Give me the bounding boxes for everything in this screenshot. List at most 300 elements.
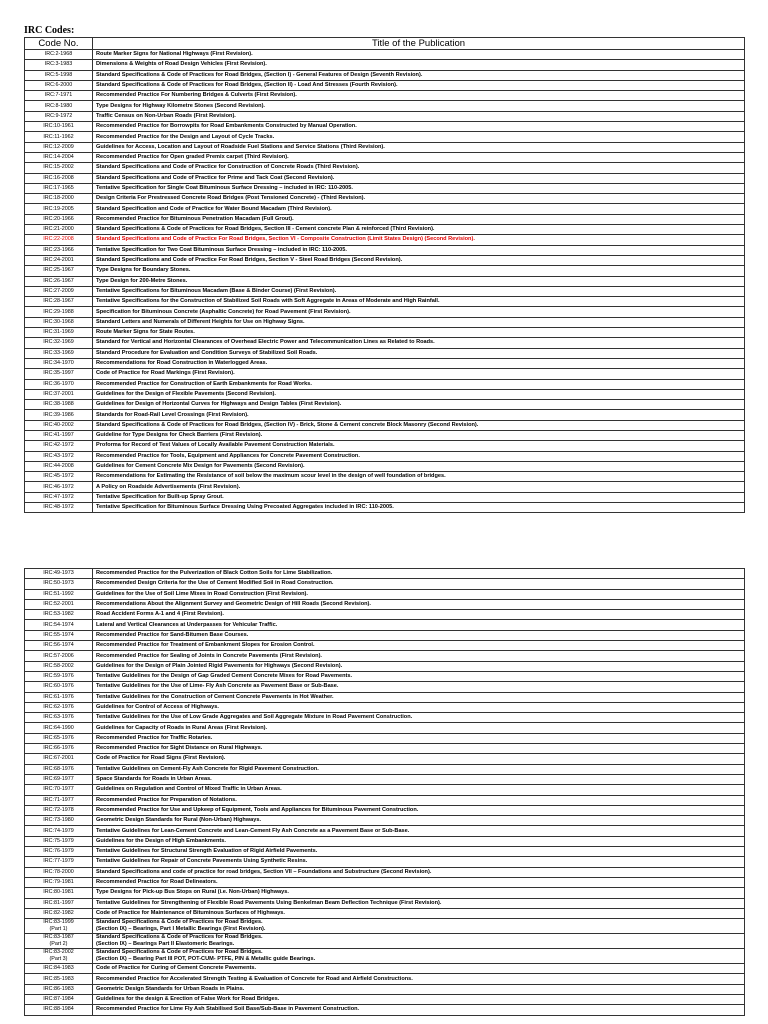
- code-text: IRC:3-1983: [44, 61, 73, 68]
- code-text: IRC:57-2006: [43, 652, 74, 659]
- title-text: Recommended Practice For Numbering Bridges & Culverts (First Revision).: [96, 92, 297, 99]
- title-cell: [93, 183, 745, 193]
- code-cell: [25, 964, 93, 974]
- title-text: Code of Practice for Maintenance of Bituminous Surfaces of Highways.: [96, 909, 285, 916]
- title-text: Guidelines for the Design of Flexible Pavements (Second Revision).: [96, 390, 276, 397]
- table-row: [25, 400, 745, 410]
- code-cell: [25, 994, 93, 1004]
- code-text: IRC:81-1997: [43, 899, 74, 906]
- code-text: IRC:16-2008: [43, 174, 74, 181]
- title-text: Recommended Practice for Road Delineators.: [96, 879, 218, 886]
- code-text: IRC:44-2008: [43, 463, 74, 470]
- code-text: IRC:19-2005: [43, 205, 74, 212]
- code-cell: [25, 630, 93, 640]
- code-text: IRC:80-1981: [43, 889, 74, 896]
- code-text: IRC:28-1967: [43, 298, 74, 305]
- table-row: [25, 599, 745, 609]
- title-cell: [93, 934, 745, 949]
- title-cell: [93, 994, 745, 1004]
- title-text: Guidelines for the Use of Soil Lime Mixes in Road Construction (First Revision).: [96, 590, 308, 597]
- code-text: IRC:12-2009: [43, 143, 74, 150]
- table-row: [25, 451, 745, 461]
- title-cell: [93, 225, 745, 235]
- title-cell: [93, 430, 745, 440]
- code-text: IRC:69-1977: [43, 776, 74, 783]
- title-cell: [93, 451, 745, 461]
- code-cell: [25, 867, 93, 877]
- code-cell: [25, 984, 93, 994]
- title-cell: [93, 816, 745, 826]
- title-cell: [93, 569, 745, 579]
- table-row: [25, 671, 745, 681]
- code-cell: [25, 348, 93, 358]
- code-text: IRC:6-2000: [44, 82, 73, 89]
- title-text: Dimensions & Weights of Road Design Vehicles (First Revision).: [96, 61, 267, 68]
- title-text: Geometric Design Standards for Rural (Non-Urban) Highways.: [96, 817, 262, 824]
- title-cell: [93, 713, 745, 723]
- title-cell: [93, 579, 745, 589]
- table-row: [25, 307, 745, 317]
- title-text: Tentative Guidelines for the Use of Lime- Fly Ash Concrete as Pavement Base or Sub-Base.: [96, 683, 339, 690]
- table-row: [25, 1005, 745, 1015]
- table-row: [25, 441, 745, 451]
- table-row: [25, 713, 745, 723]
- table-row: [25, 214, 745, 224]
- code-text: IRC:85-1983: [43, 975, 74, 982]
- table-row: [25, 482, 745, 492]
- code-cell: [25, 682, 93, 692]
- code-cell: [25, 183, 93, 193]
- title-cell: [93, 80, 745, 90]
- table-row: [25, 569, 745, 579]
- table-row: [25, 420, 745, 430]
- code-text: IRC:37-2001: [43, 390, 74, 397]
- column-header-title: Title of the Publication: [93, 38, 745, 50]
- title-text: Standard Specifications & Code of Practices for Road Bridges, (Section IV) - Brick, Stone & Cement concrete Block Masonry (Second Revision).: [96, 421, 479, 428]
- code-text: IRC:64-1990: [43, 724, 74, 731]
- code-text: IRC:56-1974: [43, 642, 74, 649]
- table-row: [25, 183, 745, 193]
- table-row: [25, 225, 745, 235]
- title-text: Tentative Specification for Built-up Spray Grout.: [96, 493, 224, 500]
- title-text: Recommended Practice for Use and Upkeep of Equipment, Tools and Appliances for Bituminous Pavement Construction.: [96, 806, 419, 813]
- table-row: [25, 651, 745, 661]
- code-cell: [25, 111, 93, 121]
- title-text: Recommended Practice for Construction of Earth Embankments for Road Works.: [96, 380, 312, 387]
- title-cell: [93, 482, 745, 492]
- title-text: Standard Letters and Numerals of Different Heights for Use on Highway Signs.: [96, 318, 305, 325]
- codes-table-1: [24, 37, 745, 513]
- table-row: [25, 338, 745, 348]
- table-row: [25, 430, 745, 440]
- table-row: [25, 795, 745, 805]
- code-text: IRC:7-1971: [44, 92, 73, 99]
- code-text: IRC:84-1983: [43, 965, 74, 972]
- code-cell: [25, 70, 93, 80]
- title-cell: [93, 949, 745, 964]
- code-cell: [25, 214, 93, 224]
- title-text: Standard Specifications & Code of Practices for Road Bridges, (Section I) - General Features of Design (Seventh Revision).: [96, 71, 423, 78]
- title-text: Standard Specifications and Code of Practice for Prime and Tack Coat (Second Revision).: [96, 174, 335, 181]
- code-text: IRC:60-1976: [43, 683, 74, 690]
- title-cell: [93, 122, 745, 132]
- code-text: IRC:46-1972: [43, 483, 74, 490]
- table-row: [25, 379, 745, 389]
- table-row: [25, 122, 745, 132]
- title-text: Standard Specifications & Code of Practices for Road Bridges, Section III - Cement concrete Plan & reinforced (Third Revision).: [96, 226, 435, 233]
- title-text: Specification for Bituminous Concrete (Asphaltic Concrete) for Road Pavement (First Revision).: [96, 308, 351, 315]
- table-row: [25, 949, 745, 964]
- title-cell: [93, 805, 745, 815]
- title-cell: [93, 661, 745, 671]
- code-cell: [25, 60, 93, 70]
- table-row: [25, 101, 745, 111]
- code-text: IRC:52-2001: [43, 601, 74, 608]
- table-row: [25, 877, 745, 887]
- code-text: IRC:61-1976: [43, 693, 74, 700]
- code-cell: [25, 795, 93, 805]
- title-text: Standard Procedure for Evaluation and Condition Surveys of Stabilized Soil Roads.: [96, 349, 318, 356]
- code-text: IRC:70-1977: [43, 786, 74, 793]
- code-text: IRC:38-1988: [43, 401, 74, 408]
- code-cell: [25, 908, 93, 918]
- title-cell: [93, 503, 745, 513]
- title-cell: [93, 754, 745, 764]
- code-cell: [25, 472, 93, 482]
- code-text: IRC:2-1968: [44, 51, 73, 58]
- code-text: IRC:63-1976: [43, 714, 74, 721]
- title-cell: [93, 877, 745, 887]
- code-cell: [25, 764, 93, 774]
- title-text: Guidelines for Design of Horizontal Curves for Highways and Design Tables (First Revision).: [96, 401, 342, 408]
- code-cell: [25, 919, 93, 934]
- code-text: IRC:11-1962: [43, 133, 74, 140]
- title-text: Proforma for Record of Test Values of Locally Available Pavement Construction Materials.: [96, 442, 335, 449]
- code-text: IRC:22-2008: [43, 236, 74, 243]
- code-text: IRC:51-1992: [43, 590, 74, 597]
- title-cell: [93, 70, 745, 80]
- title-text: Route Marker Signs for National Highways (First Revision).: [96, 51, 253, 58]
- code-cell: [25, 80, 93, 90]
- code-text: IRC:30-1968: [43, 318, 74, 325]
- title-text: A Policy on Roadside Advertisements (First Revision).: [96, 483, 241, 490]
- code-cell: [25, 857, 93, 867]
- table-row: [25, 204, 745, 214]
- title-text: Recommended Practice for Borrowpits for Road Embankments Constructed by Manual Operation.: [96, 123, 357, 130]
- code-cell: [25, 847, 93, 857]
- title-cell: [93, 964, 745, 974]
- table-row: [25, 733, 745, 743]
- table-row: [25, 50, 745, 60]
- code-text: IRC:55-1974: [43, 631, 74, 638]
- table-row: [25, 328, 745, 338]
- code-cell: [25, 503, 93, 513]
- code-text: IRC:41-1997: [43, 432, 74, 439]
- code-text: IRC:83-2002: [43, 949, 74, 956]
- title-text: Space Standards for Roads in Urban Areas.: [96, 776, 212, 783]
- title-cell: [93, 348, 745, 358]
- code-text: IRC:21-2000: [43, 226, 74, 233]
- code-cell: [25, 888, 93, 898]
- table-row: [25, 369, 745, 379]
- code-cell: [25, 235, 93, 245]
- title-text: Tentative Specifications for Bituminous Macadam (Base & Binder Course) (First Revision).: [96, 287, 337, 294]
- title-cell: [93, 142, 745, 152]
- title-text: Guidelines on Regulation and Control of Mixed Traffic in Urban Areas.: [96, 786, 282, 793]
- code-cell: [25, 774, 93, 784]
- code-text: IRC:48-1972: [43, 504, 74, 511]
- title-text: Tentative Guidelines on Cement-Fly Ash Concrete for Rigid Pavement Construction.: [96, 765, 319, 772]
- table-row: [25, 152, 745, 162]
- title-text: Standard Specifications and Code of Practice For Road Bridges, Section V - Steel Road Bridges (Second Revision).: [96, 257, 403, 264]
- code-cell: [25, 569, 93, 579]
- title-cell: [93, 472, 745, 482]
- code-cell: [25, 589, 93, 599]
- code-cell: [25, 338, 93, 348]
- title-text: Standard for Vertical and Horizontal Clearances of Overhead Electric Power and Telecommunication Lines as Related to Roads.: [96, 339, 435, 346]
- title-cell: [93, 163, 745, 173]
- title-text: Type Design for 200-Metre Stones.: [96, 277, 188, 284]
- title-text: Tentative Guidelines for the Construction of Cement Concrete Pavements in Hot Weather.: [96, 693, 334, 700]
- table-row: [25, 754, 745, 764]
- title-cell: [93, 744, 745, 754]
- code-cell: [25, 599, 93, 609]
- title-cell: [93, 266, 745, 276]
- title-text: Recommended Practice for Sight Distance on Rural Highways.: [96, 745, 263, 752]
- code-cell: [25, 152, 93, 162]
- code-cell: [25, 430, 93, 440]
- table-row: [25, 934, 745, 949]
- table-row: [25, 173, 745, 183]
- title-text: Guidelines for Cement Concrete Mix Design for Pavements (Second Revision).: [96, 463, 305, 470]
- code-cell: [25, 482, 93, 492]
- title-cell: [93, 492, 745, 502]
- code-text: IRC:65-1976: [43, 734, 74, 741]
- code-cell: [25, 974, 93, 984]
- code-cell: [25, 420, 93, 430]
- code-cell: [25, 266, 93, 276]
- code-cell: [25, 579, 93, 589]
- title-text: Traffic Census on Non-Urban Roads (First Revision).: [96, 112, 236, 119]
- table-row: [25, 111, 745, 121]
- table-row: [25, 984, 745, 994]
- table-row: [25, 142, 745, 152]
- title-cell: [93, 101, 745, 111]
- code-cell: [25, 328, 93, 338]
- code-cell: [25, 255, 93, 265]
- code-text: IRC:39-1986: [43, 411, 74, 418]
- code-cell: [25, 307, 93, 317]
- code-text: IRC:50-1973: [43, 580, 74, 587]
- title-cell: [93, 132, 745, 142]
- title-cell: [93, 847, 745, 857]
- code-cell: [25, 754, 93, 764]
- title-text: Tentative Specification for Single Coat Bituminous Surface Dressing – included in IRC: 110-2005.: [96, 185, 353, 191]
- table-row: [25, 702, 745, 712]
- code-text: IRC:58-2002: [43, 662, 74, 669]
- title-text: Tentative Specification for Bituminous Surface Dressing Using Precoated Aggregates included in IRC: 110-2005.: [96, 504, 394, 511]
- title-cell: [93, 358, 745, 368]
- code-text: IRC:49-1973: [43, 570, 74, 577]
- code-text: IRC:36-1970: [43, 380, 74, 387]
- title-cell: [93, 214, 745, 224]
- code-text: IRC:53-1982: [43, 611, 74, 618]
- code-text: IRC:29-1988: [43, 308, 74, 315]
- title-cell: [93, 204, 745, 214]
- title-cell: [93, 338, 745, 348]
- title-text: Type Designs for Highway Kilometre Stones (Second Revision).: [96, 102, 265, 109]
- title-cell: [93, 276, 745, 286]
- title-cell: [93, 1005, 745, 1015]
- code-cell: [25, 805, 93, 815]
- title-cell: [93, 867, 745, 877]
- table-row: [25, 805, 745, 815]
- title-cell: [93, 774, 745, 784]
- title-cell: [93, 369, 745, 379]
- code-text: IRC:10-1961: [43, 123, 74, 130]
- code-cell: [25, 671, 93, 681]
- title-text: Recommended Practice for Preparation of Notations.: [96, 796, 237, 803]
- code-text: IRC:77-1979: [43, 858, 74, 865]
- column-header-code: Code No.: [25, 38, 93, 50]
- title-text: Recommended Practice for Treatment of Embankment Slopes for Erosion Control.: [96, 642, 315, 649]
- code-cell: [25, 1005, 93, 1015]
- title-text: Guidelines for Capacity of Roads in Rural Areas (First Revision).: [96, 724, 268, 731]
- title-cell: [93, 111, 745, 121]
- code-text: IRC:88-1984: [43, 1006, 74, 1013]
- code-text: IRC:66-1976: [43, 745, 74, 752]
- code-text: IRC:62-1976: [43, 704, 74, 710]
- code-text: IRC:27-2009: [43, 287, 74, 294]
- code-text: IRC:72-1978: [43, 806, 74, 813]
- title-text: Guideline for Type Designs for Check Barriers (First Revision).: [96, 432, 263, 439]
- code-cell: [25, 733, 93, 743]
- code-text: IRC:68-1976: [43, 765, 74, 772]
- title-cell: [93, 630, 745, 640]
- table-row: [25, 80, 745, 90]
- table-row: [25, 641, 745, 651]
- title-text: Tentative Specification for Two Coat Bituminous Surface Dressing – included in IRC: 110-2005.: [96, 246, 347, 253]
- title-text: Recommended Practice for Sand-Bitumen Base Courses.: [96, 631, 249, 638]
- code-cell: [25, 317, 93, 327]
- title-text: Recommended Practice for Traffic Rotaries.: [96, 734, 213, 741]
- title-cell: [93, 692, 745, 702]
- title-cell: [93, 898, 745, 908]
- table-row: [25, 836, 745, 846]
- section-heading: IRC Codes:: [24, 25, 75, 36]
- code-text: IRC:17-1965: [43, 185, 74, 191]
- title-cell: [93, 441, 745, 451]
- code-cell: [25, 723, 93, 733]
- code-text: IRC:23-1966: [43, 246, 74, 253]
- title-cell: [93, 682, 745, 692]
- title-text: Code of Practice for Road Signs (First Revision).: [96, 755, 226, 762]
- code-text: IRC:20-1966: [43, 215, 74, 222]
- table-row: [25, 908, 745, 918]
- title-cell: [93, 255, 745, 265]
- code-text: IRC:43-1972: [43, 452, 74, 459]
- table-row: [25, 826, 745, 836]
- table-row: [25, 286, 745, 296]
- title-text: Standard Specification and Code of Practice for Water Bound Macadam (Third Revision).: [96, 205, 332, 212]
- title-text: Recommended Practice for Accelerated Strength Testing & Evaluation of Concrete for Road and Airfield Constructions.: [96, 975, 413, 982]
- title-cell: [93, 764, 745, 774]
- title-cell: [93, 589, 745, 599]
- code-cell: [25, 651, 93, 661]
- table-row: [25, 610, 745, 620]
- code-part-text: (Part 1): [49, 926, 68, 933]
- code-text: IRC:71-1977: [43, 796, 74, 803]
- code-cell: [25, 204, 93, 214]
- title-cell: [93, 888, 745, 898]
- table-row: [25, 867, 745, 877]
- code-text: IRC:18-2000: [43, 195, 74, 202]
- title-cell: [93, 651, 745, 661]
- title-text: Tentative Guidelines for Strengthening of Flexible Road Pavements Using Benkelman Beam Deflection Technique (First Revision).: [96, 899, 442, 906]
- code-cell: [25, 816, 93, 826]
- title-cell: [93, 599, 745, 609]
- table-row: [25, 297, 745, 307]
- title-text: Recommended Practice for the Pulverization of Black Cotton Soils for Lime Stabilization.: [96, 570, 333, 577]
- title-text: Recommended Design Criteria for the Use of Cement Modified Soil in Road Construction.: [96, 580, 334, 587]
- codes-table-2: [24, 568, 745, 1016]
- table-row: [25, 276, 745, 286]
- table-row: [25, 317, 745, 327]
- table-row: [25, 661, 745, 671]
- title-text: Design Criteria For Prestressed Concrete Road Bridges (Post Tensioned Concrete) - (Third Revision).: [96, 195, 366, 202]
- title-cell: [93, 785, 745, 795]
- code-cell: [25, 410, 93, 420]
- code-text: IRC:78-2000: [43, 868, 74, 875]
- table-row: [25, 245, 745, 255]
- title-text: Standard Specifications & Code of Practices for Road Bridges, (Section II) - Load And Stresses (Fourth Revision).: [96, 82, 398, 89]
- code-cell: [25, 641, 93, 651]
- title-cell: [93, 461, 745, 471]
- table-row: [25, 898, 745, 908]
- code-text: IRC:67-2001: [43, 755, 74, 762]
- title-text: Guidelines for Access, Location and Layout of Roadside Fuel Stations and Service Stations (Third Revision).: [96, 143, 385, 150]
- table-row: [25, 682, 745, 692]
- code-cell: [25, 400, 93, 410]
- title-text: Standard Specifications and Code of Practice for Construction of Concrete Roads (Third Revision).: [96, 164, 360, 171]
- code-text: IRC:33-1969: [43, 349, 74, 356]
- table-row: [25, 774, 745, 784]
- table-row: [25, 194, 745, 204]
- table-row: [25, 389, 745, 399]
- code-cell: [25, 91, 93, 101]
- title-cell: [93, 826, 745, 836]
- title-text: Guidelines for Control of Access of Highways.: [96, 704, 219, 710]
- code-cell: [25, 245, 93, 255]
- table-row: [25, 579, 745, 589]
- title-text: Recommended Practice for Bituminous Penetration Macadam (Full Grout).: [96, 215, 294, 222]
- code-cell: [25, 173, 93, 183]
- code-part-text: (Part 2): [49, 941, 68, 948]
- code-text: IRC:73-1980: [43, 817, 74, 824]
- code-cell: [25, 142, 93, 152]
- table-row: [25, 235, 745, 245]
- code-cell: [25, 785, 93, 795]
- code-text: IRC:25-1967: [43, 267, 74, 274]
- title-detail-text: (Section IX) – Bearings, Part I Metallic Bearings (First Revision).: [96, 926, 266, 933]
- code-text: IRC:35-1997: [43, 370, 74, 377]
- table-row: [25, 132, 745, 142]
- table-row: [25, 630, 745, 640]
- table-row: [25, 410, 745, 420]
- code-text: IRC:31-1969: [43, 329, 74, 336]
- title-text: Tentative Guidelines for Repair of Concrete Pavements Using Synthetic Resins.: [96, 858, 308, 865]
- code-text: IRC:45-1972: [43, 473, 74, 480]
